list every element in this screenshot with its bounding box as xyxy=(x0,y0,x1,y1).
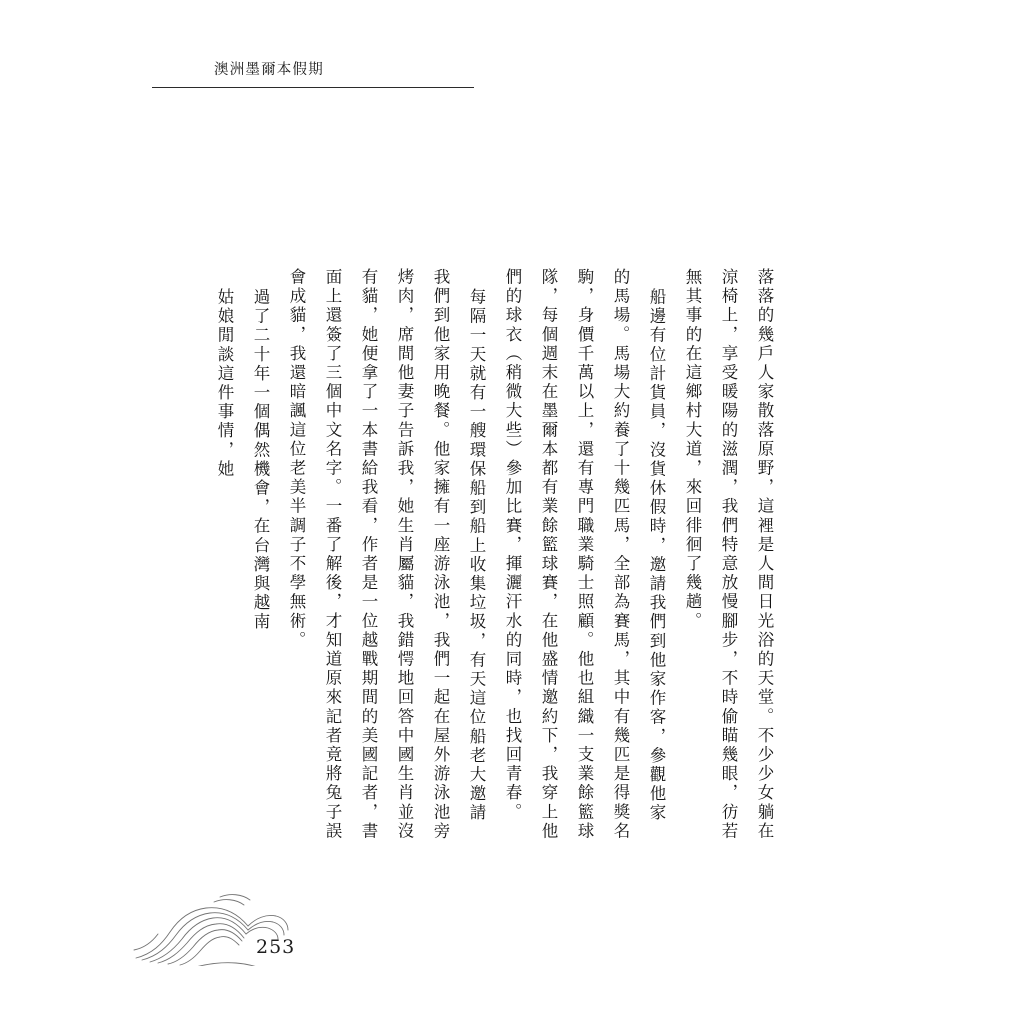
text-column: 隊，每個週末在墨爾本都有業餘籃球賽，在他盛情邀約下，我穿上他 xyxy=(539,268,558,841)
text-column: 我們到他家用晚餐。他家擁有一座游泳池，我們一起在屋外游泳池旁 xyxy=(431,268,450,841)
text-column: 駒，身價千萬以上，還有專門職業騎士照顧。他也組織一支業餘籃球 xyxy=(575,268,594,841)
page-number: 253 xyxy=(256,936,296,958)
text-column: 的馬場。馬場大約養了十幾匹馬，全部為賽馬，其中有幾匹是得獎名 xyxy=(611,268,630,841)
text-column: 會成貓，我還暗諷這位老美半調子不學無術。 xyxy=(287,268,306,650)
text-column: 船邊有位計貨員，沒貨休假時，邀請我們到他家作客，參觀他家 xyxy=(647,288,666,823)
text-column: 烤肉，席間他妻子告訴我，她生肖屬貓，我錯愕地回答中國生肖並沒 xyxy=(395,268,414,841)
text-column: 有貓，她便拿了一本書給我看，作者是一位越戰期間的美國記者，書 xyxy=(359,268,378,841)
text-column: 過了二十年一個偶然機會，在台灣與越南姑娘閒談這件事情，她 xyxy=(215,288,270,632)
running-head-title: 澳洲墨爾本假期 xyxy=(214,62,324,78)
text-column: 們的球衣（稍微大些）參加比賽，揮灑汗水的同時，也找回青春。 xyxy=(503,268,522,822)
text-column: 落落的幾戶人家散落原野，這裡是人間日光浴的天堂。不少少女躺在 xyxy=(755,268,774,841)
running-head xyxy=(152,58,474,88)
text-column: 面上還簽了三個中文名字。一番了解後，才知道原來記者竟將兔子誤 xyxy=(323,268,342,841)
running-head-rule xyxy=(152,87,474,88)
vertical-text-body xyxy=(206,268,782,898)
text-column: 無其事的在這鄉村大道，來回徘徊了幾趟。 xyxy=(683,268,702,631)
text-column: 涼椅上，享受暖陽的滋潤，我們特意放慢腳步，不時偷瞄幾眼，彷若 xyxy=(719,268,738,841)
text-column: 每隔一天就有一艘環保船到船上收集垃圾，有天這位船老大邀請 xyxy=(467,288,486,823)
